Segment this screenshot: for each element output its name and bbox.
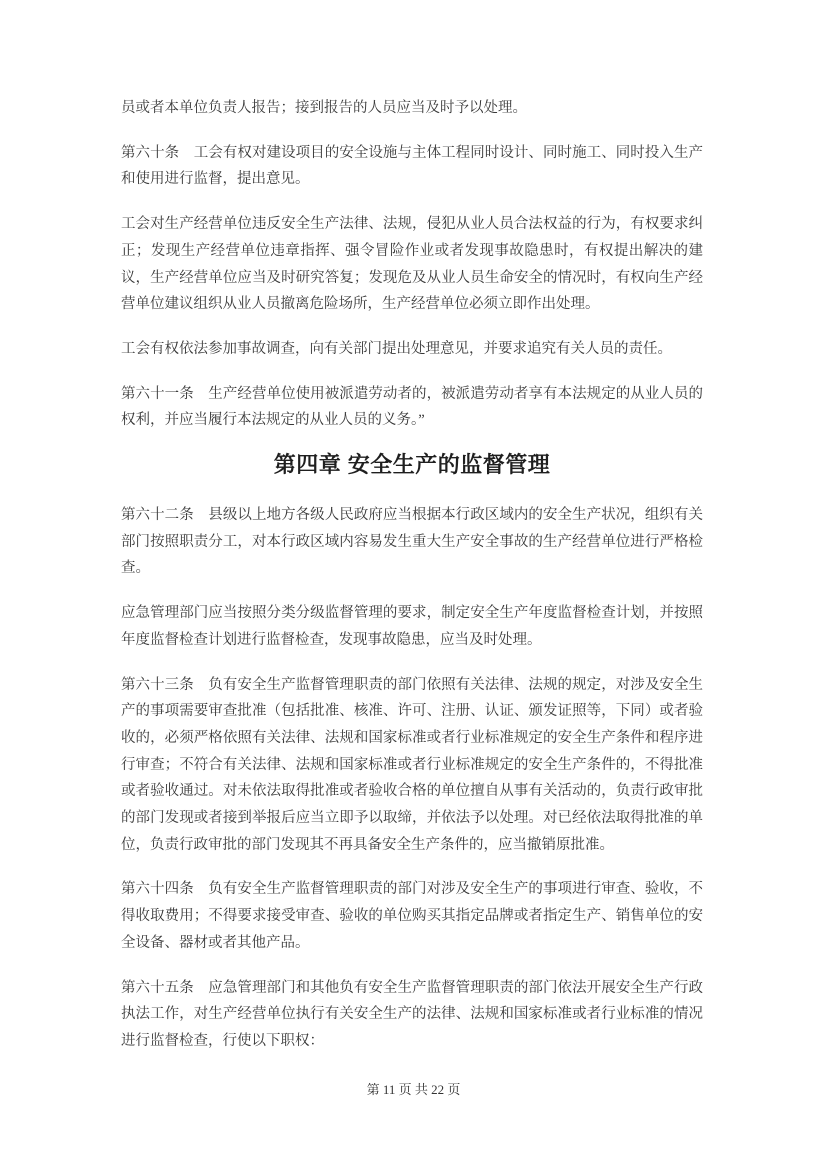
paragraph-article-65: 第六十五条 应急管理部门和其他负有安全生产监督管理职责的部门依法开展安全生产行政执法工作，对生产经营单位执行有关安全生产的法律、法规和国家标准或者行业标准的情况进行监督检查，行使以下职权： — [121, 979, 703, 1049]
paragraph-article-60: 第六十条 工会有权对建设项目的安全设施与主体工程同时设计、同时施工、同时投入生产和使用进行监督，提出意见。 — [121, 144, 703, 188]
paragraph-continuation: 员或者本单位负责人报告；接到报告的人员应当及时予以处理。 — [121, 100, 527, 116]
paragraph-union-rights: 工会对生产经营单位违反安全生产法律、法规，侵犯从业人员合法权益的行为，有权要求纠正；发现生产经营单位违章指挥、强令冒险作业或者发现事故隐患时，有权提出解决的建议，生产经营单位应当及时研究答复；发现危及从业人员生命安全的情况时，有权向生产经营单位建议组织从业人员撤离危险场所，生产经营单位必须立即作出处理。 — [121, 216, 703, 313]
paragraph-article-64: 第六十四条 负有安全生产监督管理职责的部门对涉及安全生产的事项进行审查、验收，不得收取费用；不得要求接受审查、验收的单位购买其指定品牌或者指定生产、销售单位的安全设备、器材或者其他产品。 — [121, 881, 703, 951]
paragraph-article-63: 第六十三条 负有安全生产监督管理职责的部门依照有关法律、法规的规定，对涉及安全生产的事项需要审查批准（包括批准、核准、许可、注册、认证、颁发证照等，下同）或者验收的，必须严格依照有关法律、法规和国家标准或者行业标准规定的安全生产条件和程序进行审查；不符合有关法律、法规和国家标准或者行业标准规定的安全生产条件的，不得批准或者验收通过。对未依法取得批准或者验收合格的单位擅自从事有关活动的，负责行政审批的部门发现或者接到举报后应当立即予以取缔，并依法予以处理。对已经依法取得批准的单位，负责行政审批的部门发现其不再具备安全生产条件的，应当撤销原批准。 — [121, 676, 703, 853]
paragraph-inspection-plan: 应急管理部门应当按照分类分级监督管理的要求，制定安全生产年度监督检查计划，并按照年度监督检查计划进行监督检查，发现事故隐患，应当及时处理。 — [121, 605, 703, 648]
paragraph-union-investigation: 工会有权依法参加事故调查，向有关部门提出处理意见，并要求追究有关人员的责任。 — [121, 340, 672, 357]
chapter-heading: 第四章 安全生产的监督管理 — [273, 452, 551, 478]
page-number: 第 11 页 共 22 页 — [366, 1082, 461, 1097]
paragraph-article-61: 第六十一条 生产经营单位使用被派遣劳动者的，被派遣劳动者享有本法规定的从业人员的权利，并应当履行本法规定的从业人员的义务。” — [121, 385, 703, 429]
document-body — [121, 95, 703, 1073]
paragraph-article-62: 第六十二条 县级以上地方各级人民政府应当根据本行政区域内的安全生产状况，组织有关部门按照职责分工，对本行政区域内容易发生重大生产安全事故的生产经营单位进行严格检查。 — [121, 507, 703, 577]
